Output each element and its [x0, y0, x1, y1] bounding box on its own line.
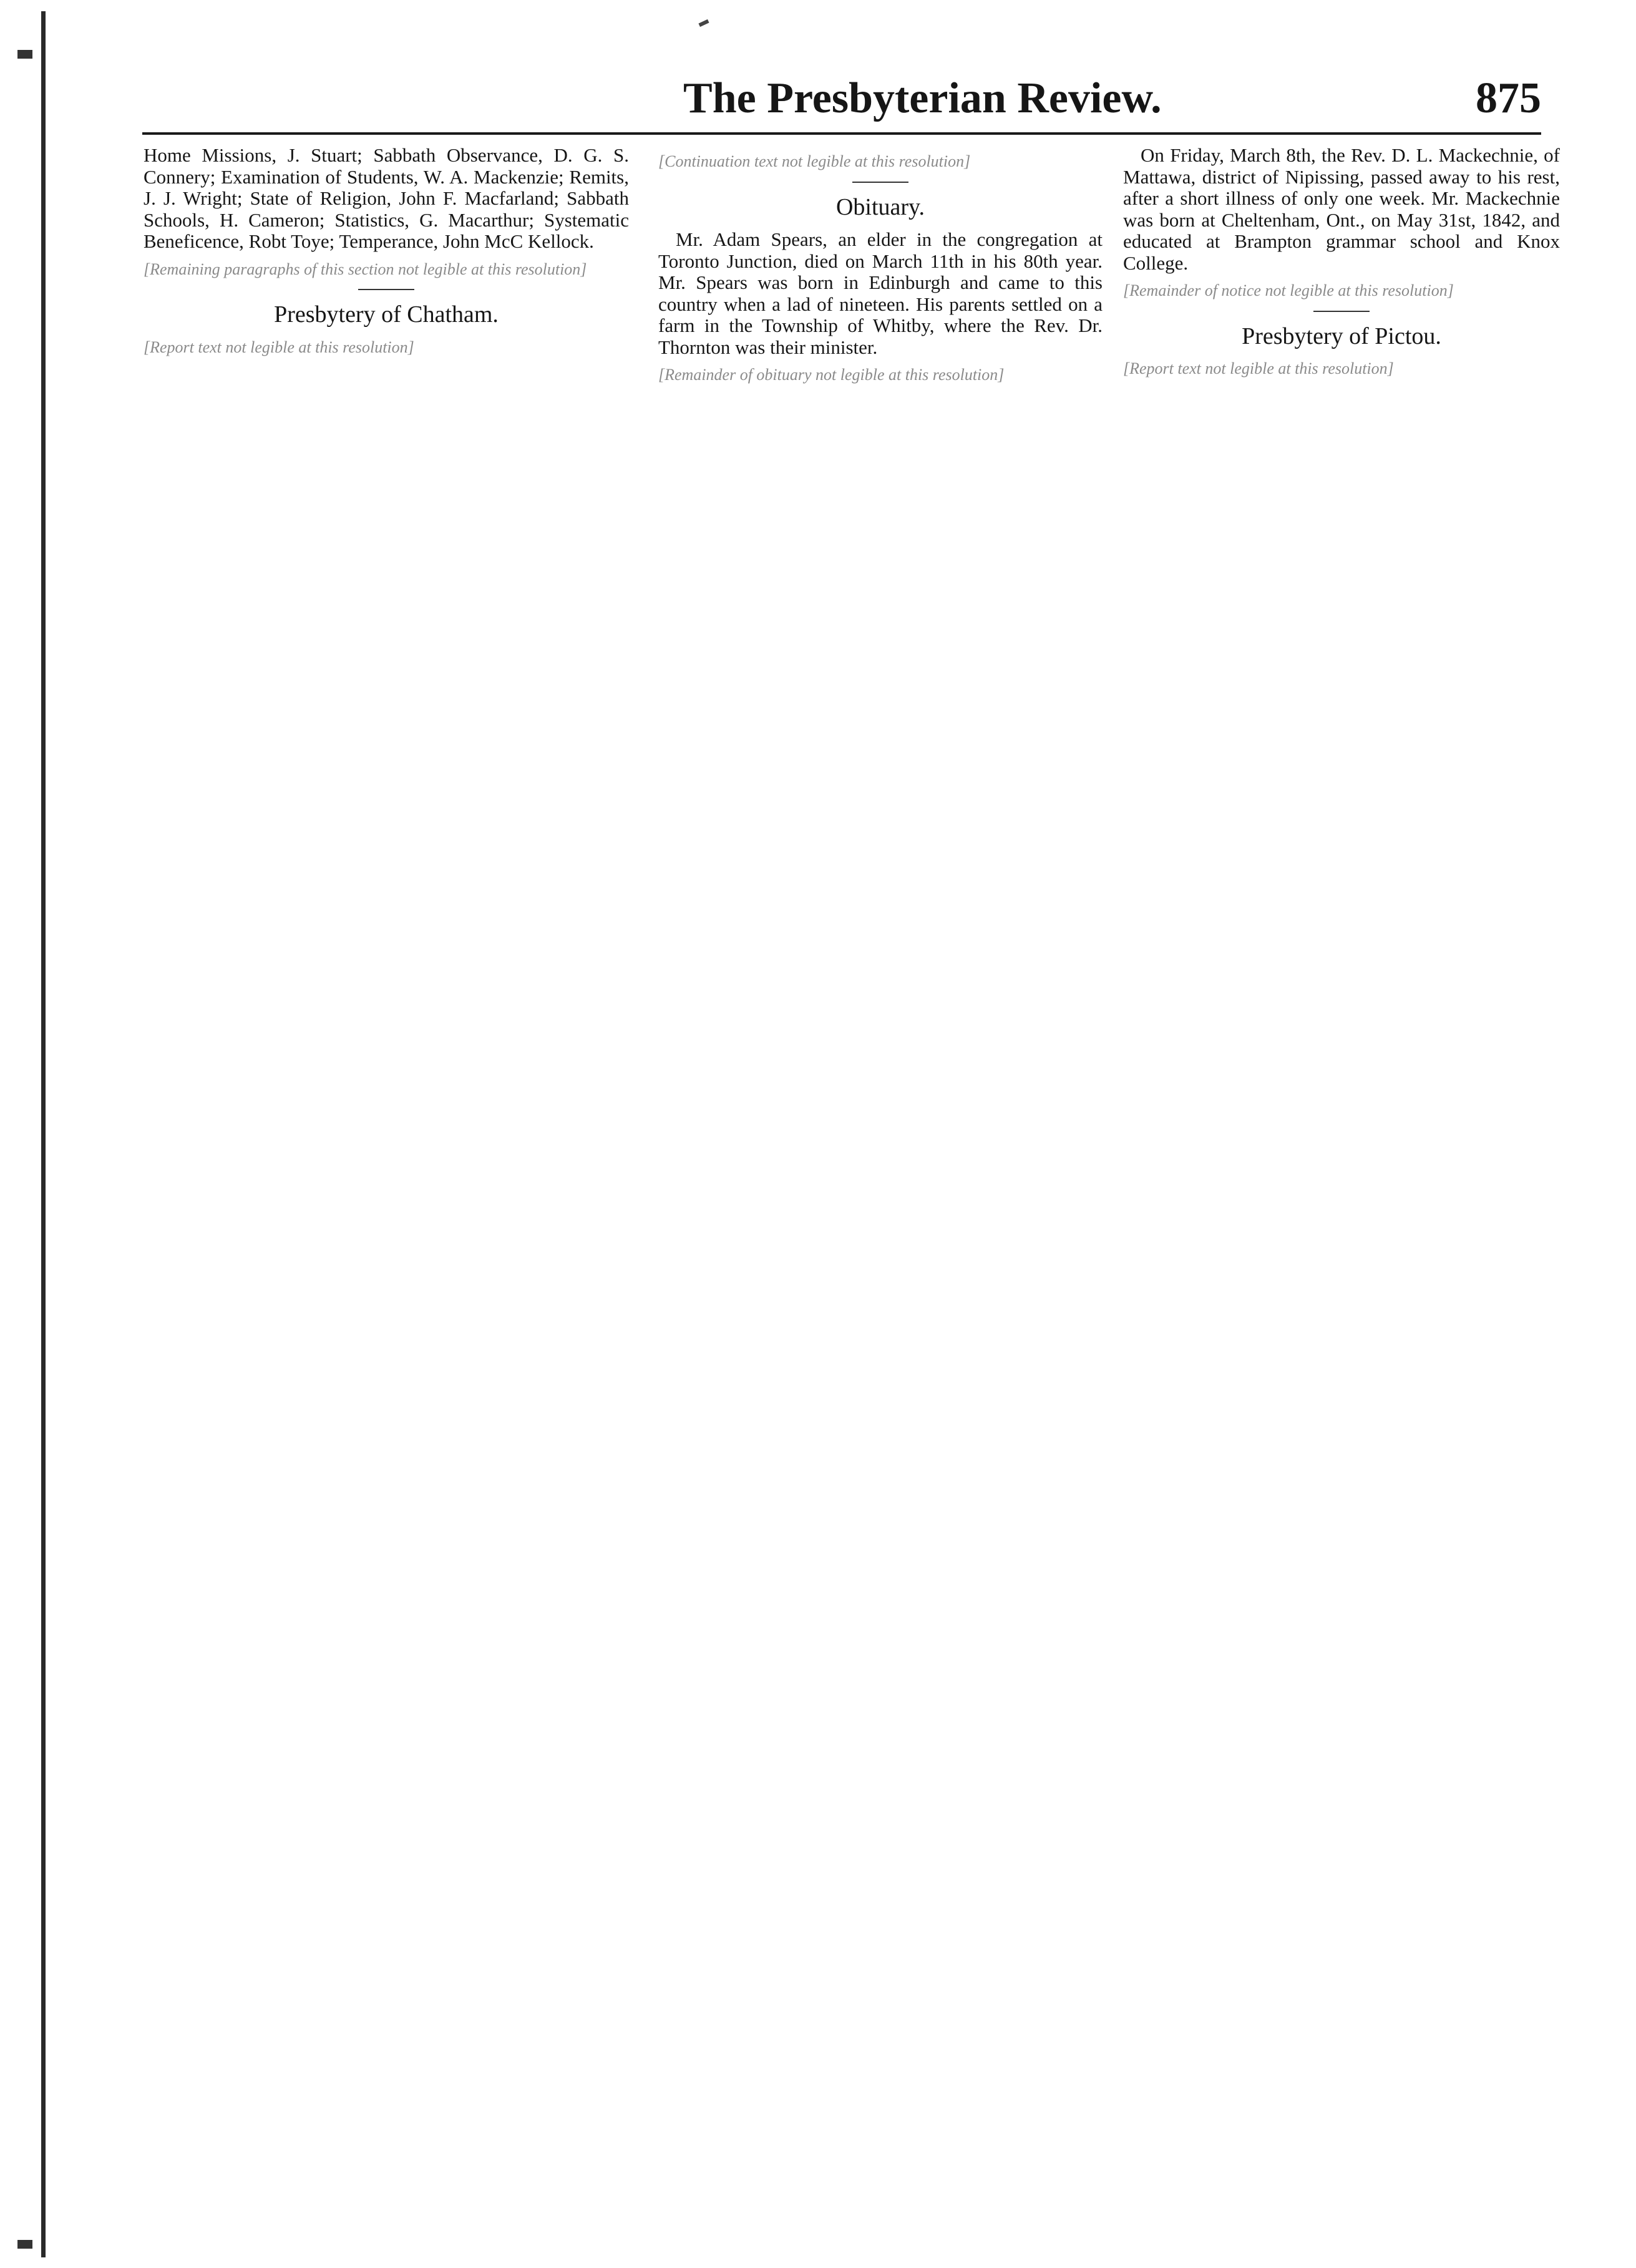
column-3 — [1123, 145, 1560, 2254]
header-rule — [142, 132, 1541, 135]
section-divider — [358, 289, 414, 290]
section-heading-chatham: Presbytery of Chatham. — [274, 301, 499, 328]
untranscribed-text: [Remainder of notice not legible at this resolution] — [1123, 281, 1454, 299]
print-fleck — [698, 19, 709, 27]
page-edge-rule — [41, 11, 46, 2257]
column-1 — [144, 145, 629, 2254]
untranscribed-text: [Continuation text not legible at this resolution] — [658, 152, 971, 170]
untranscribed-text: [Remainder of obituary not legible at this resolution] — [658, 366, 1005, 384]
paragraph: On Friday, March 8th, the Rev. D. L. Mackechnie, of Mattawa, district of Nipissing, passed away to his rest, after a short illness of only one week. Mr. Mackechnie was born at Cheltenham, Ont., on May 31st, 1842, and educated at Brampton grammar school and Knox College. — [1123, 144, 1560, 274]
journal-title: The Presbyterian Review. — [683, 74, 1162, 122]
paragraph: Mr. Adam Spears, an elder in the congregation at Toronto Junction, died on March 11th in his 80th year. Mr. Spears was born in Edinburgh and came to this country when a lad of nineteen. His parents settled on a farm in the Township of Whitby, where the Rev. Dr. Thornton was their minister. — [658, 228, 1103, 358]
section-divider — [852, 182, 908, 183]
untranscribed-text: [Report text not legible at this resolution] — [1123, 359, 1394, 377]
section-heading-pictou: Presbytery of Pictou. — [1242, 323, 1441, 349]
column-2 — [658, 145, 1103, 2254]
page-edge-mark — [17, 50, 32, 59]
page-number: 875 — [1476, 74, 1541, 122]
page-edge-mark — [17, 2240, 32, 2249]
untranscribed-text: [Remaining paragraphs of this section not legible at this resolution] — [144, 260, 587, 278]
untranscribed-text: [Report text not legible at this resolution] — [144, 338, 414, 356]
section-heading-obituary: Obituary. — [835, 193, 925, 220]
masthead — [683, 74, 1541, 134]
section-divider — [1313, 311, 1370, 312]
paragraph: Home Missions, J. Stuart; Sabbath Observance, D. G. S. Connery; Examination of Students, W. A. Mackenzie; Remits, J. J. Wright; State of Religion, John F. Macfarland; Sabbath Schools, H. Cameron; Statistics, G. Macarthur; Systematic Beneficence, Robt Toye; Temperance, John McC Kellock. — [144, 144, 629, 252]
